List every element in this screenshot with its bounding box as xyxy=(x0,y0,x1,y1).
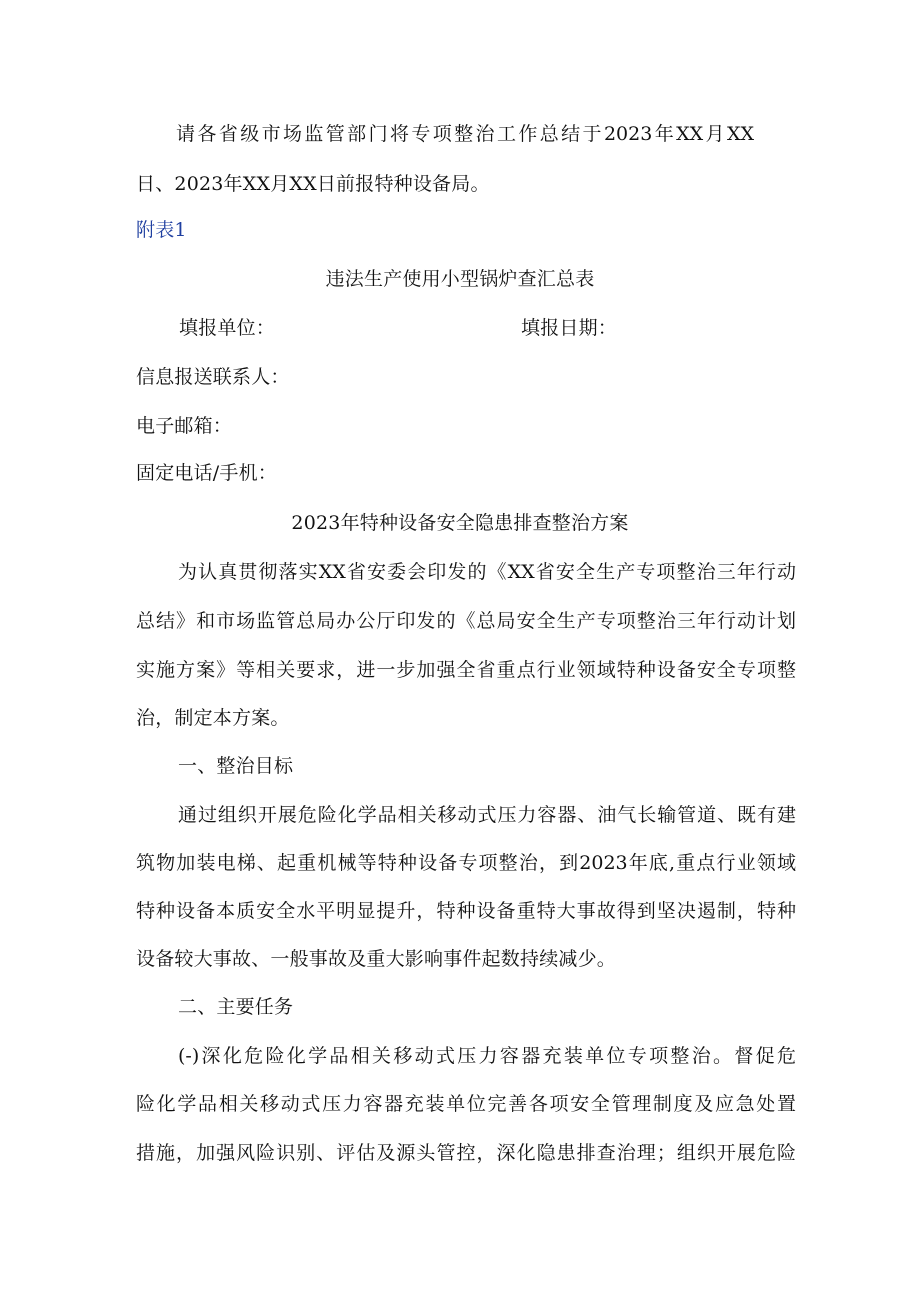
field-fill-date: 填报日期： xyxy=(521,317,618,339)
para2-line-3: 特种设备本质安全水平明显提升，特种设备重特大事故得到坚决遏制，特种 xyxy=(136,900,796,922)
para1-line-4: 治，制定本方案。 xyxy=(136,707,290,729)
para1-line-3: 实施方案》等相关要求，进一步加强全省重点行业领域特种设备安全专项整 xyxy=(136,659,796,681)
appendix-label: 附表1 xyxy=(136,219,187,241)
para3-line-1: (-)深化危险化学品相关移动式压力容器充装单位专项整治。督促危 xyxy=(178,1045,796,1067)
para3-line-2: 险化学品相关移动式压力容器充装单位完善各项安全管理制度及应急处置 xyxy=(136,1093,796,1115)
para1-line-2: 总结》和市场监管总局办公厅印发的《总局安全生产专项整治三年行动计划 xyxy=(136,610,796,632)
table-title: 违法生产使用小型锅炉查汇总表 xyxy=(325,268,595,290)
field-contact: 信息报送联系人： xyxy=(136,366,290,388)
para2-line-4: 设备较大事故、一般事故及重大影响事件起数持续减少。 xyxy=(136,948,617,970)
field-fill-unit: 填报单位： xyxy=(179,317,276,339)
para1-line-1: 为认真贯彻落实XX省安委会印发的《XX省安全生产专项整治三年行动 xyxy=(178,561,796,583)
section1-heading: 一、整治目标 xyxy=(178,755,294,777)
intro-line-1: 请各省级市场监管部门将专项整治工作总结于2023年XX月XX xyxy=(176,123,754,145)
field-phone: 固定电话/手机： xyxy=(136,462,278,484)
para2-line-2: 筑物加装电梯、起重机械等特种设备专项整治，到2023年底,重点行业领域 xyxy=(136,852,796,874)
plan-title: 2023年特种设备安全隐患排查整治方案 xyxy=(291,512,629,534)
para2-line-1: 通过组织开展危险化学品相关移动式压力容器、油气长输管道、既有建 xyxy=(178,804,796,826)
section2-heading: 二、主要任务 xyxy=(178,996,294,1018)
intro-line-2: 日、2023年XX月XX日前报特种设备局。 xyxy=(136,173,490,195)
para3-line-3: 措施，加强风险识别、评估及源头管控，深化隐患排查治理；组织开展危险 xyxy=(136,1142,796,1164)
field-email: 电子邮箱： xyxy=(136,415,233,437)
